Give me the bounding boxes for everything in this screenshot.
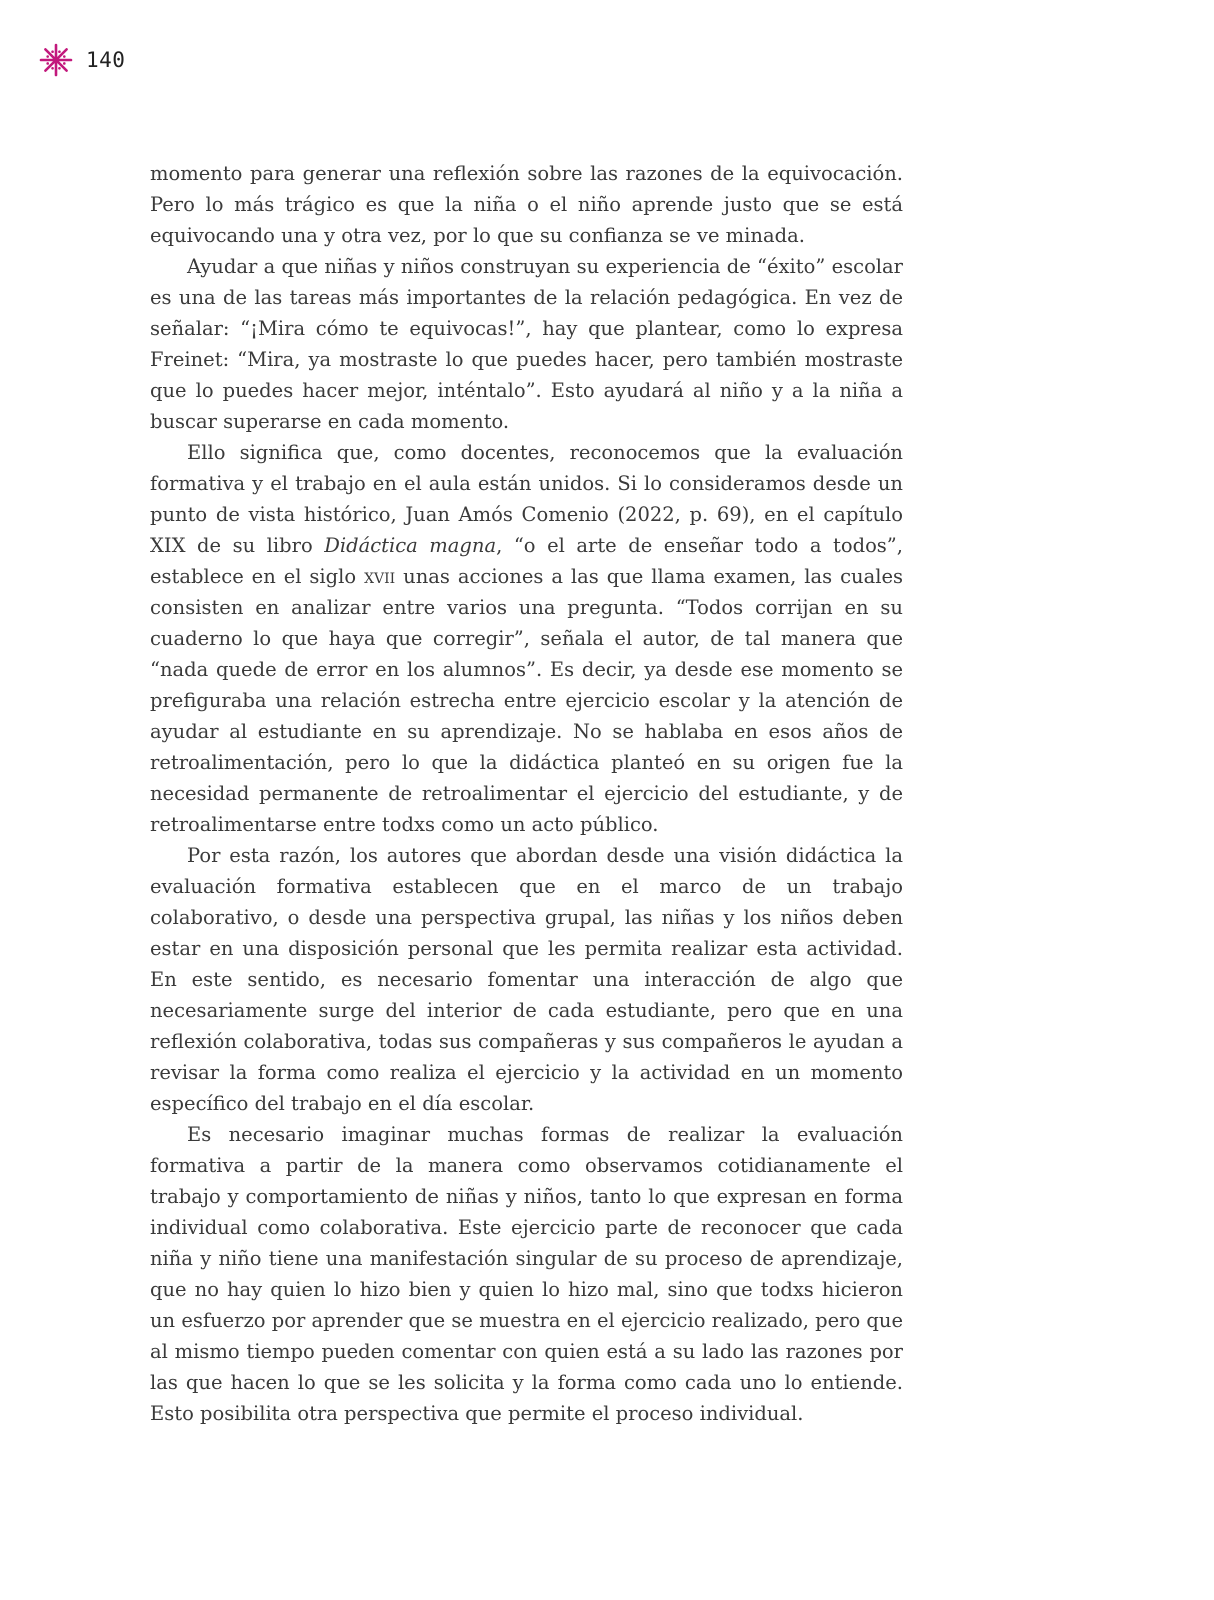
paragraph-3 <box>150 437 903 840</box>
star-dot <box>58 67 61 70</box>
asterisk-star-icon <box>38 42 74 78</box>
century-numeral: xvii <box>364 565 396 588</box>
star-dot <box>58 50 61 53</box>
page-number: 140 <box>86 48 126 72</box>
star-dot <box>51 67 54 70</box>
star-dot <box>63 55 66 58</box>
paragraph-1: momento para generar una reflexión sobre las razones de la equivocación. Pero lo más trágico es que la niña o el niño aprende justo que se está equivocando una y otra vez, por lo que su confianza se ve minada. <box>150 162 903 247</box>
body-text <box>150 158 903 1429</box>
paragraph-4: Por esta razón, los autores que abordan desde una visión didáctica la evaluación formativa establecen que en el marco de un trabajo colaborativo, o desde una perspectiva grupal, las niñas y los niños deben estar en una disposición personal que les permita realizar esta actividad. En este sentido, es necesario fomentar una interacción de algo que necesariamente surge del interior de cada estudiante, pero que en una reflexión colaborativa, todas sus compañeras y sus compañeros le ayudan a revisar la forma como realiza el ejercicio y la actividad en un momento específico del trabajo en el día escolar. <box>150 844 903 1115</box>
page-header <box>38 44 125 76</box>
star-dot <box>46 62 49 65</box>
paragraph-5: Es necesario imaginar muchas formas de realizar la evaluación formativa a partir de la manera como observamos cotidianamente el trabajo y comportamiento de niñas y niños, tanto lo que expresan en forma individual como colaborativa. Este ejercicio parte de reconocer que cada niña y niño tiene una manifestación singular de su proceso de aprendizaje, que no hay quien lo hizo bien y quien lo hizo mal, sino que todxs hicieron un esfuerzo por aprender que se muestra en el ejercicio realizado, pero que al mismo tiempo pueden comentar con quien está a su lado las razones por las que hacen lo que se les solicita y la forma como cada uno lo entiende. Esto posibilita otra perspectiva que permite el proceso individual. <box>150 1123 903 1425</box>
star-dot <box>51 50 54 53</box>
paragraph-3-part-1: Ello significa que, como docentes, reconocemos que la evaluación formativa y el trabajo en el aula están unidos. Si lo consideramos desde un punto de vista histórico, Juan Amós Comenio (2022, p. 69), en el capítulo XIX de su libro <box>150 441 903 557</box>
book-title-italic: Didáctica magna <box>324 534 497 557</box>
star-dot <box>63 62 66 65</box>
paragraph-3-part-3: unas acciones a las que llama examen, las cuales consisten en analizar entre varios una pregunta. “Todos corrijan en su cuaderno lo que haya que corregir”, señala el autor, de tal manera que “nada quede de error en los alumnos”. Es decir, ya desde ese momento se prefiguraba una relación estrecha entre ejercicio escolar y la atención de ayudar al estudiante en su aprendizaje. No se hablaba en esos años de retroalimentación, pero lo que la didáctica planteó en su origen fue la necesidad permanente de retroalimentar el ejercicio del estudiante, y de retroalimentarse entre todxs como un acto público. <box>150 565 903 836</box>
paragraph-2: Ayudar a que niñas y niños construyan su experiencia de “éxito” escolar es una de las tareas más importantes de la relación pedagógica. En vez de señalar: “¡Mira cómo te equivocas!”, hay que plantear, como lo expresa Freinet: “Mira, ya mostraste lo que puedes hacer, pero también mostraste que lo puedes hacer mejor, inténtalo”. Esto ayudará al niño y a la niña a buscar superarse en cada momento. <box>150 255 903 433</box>
star-dot <box>46 55 49 58</box>
paragraph-3-part-2: , “o el arte de enseñar todo a todos”, establece en el siglo <box>150 534 903 588</box>
